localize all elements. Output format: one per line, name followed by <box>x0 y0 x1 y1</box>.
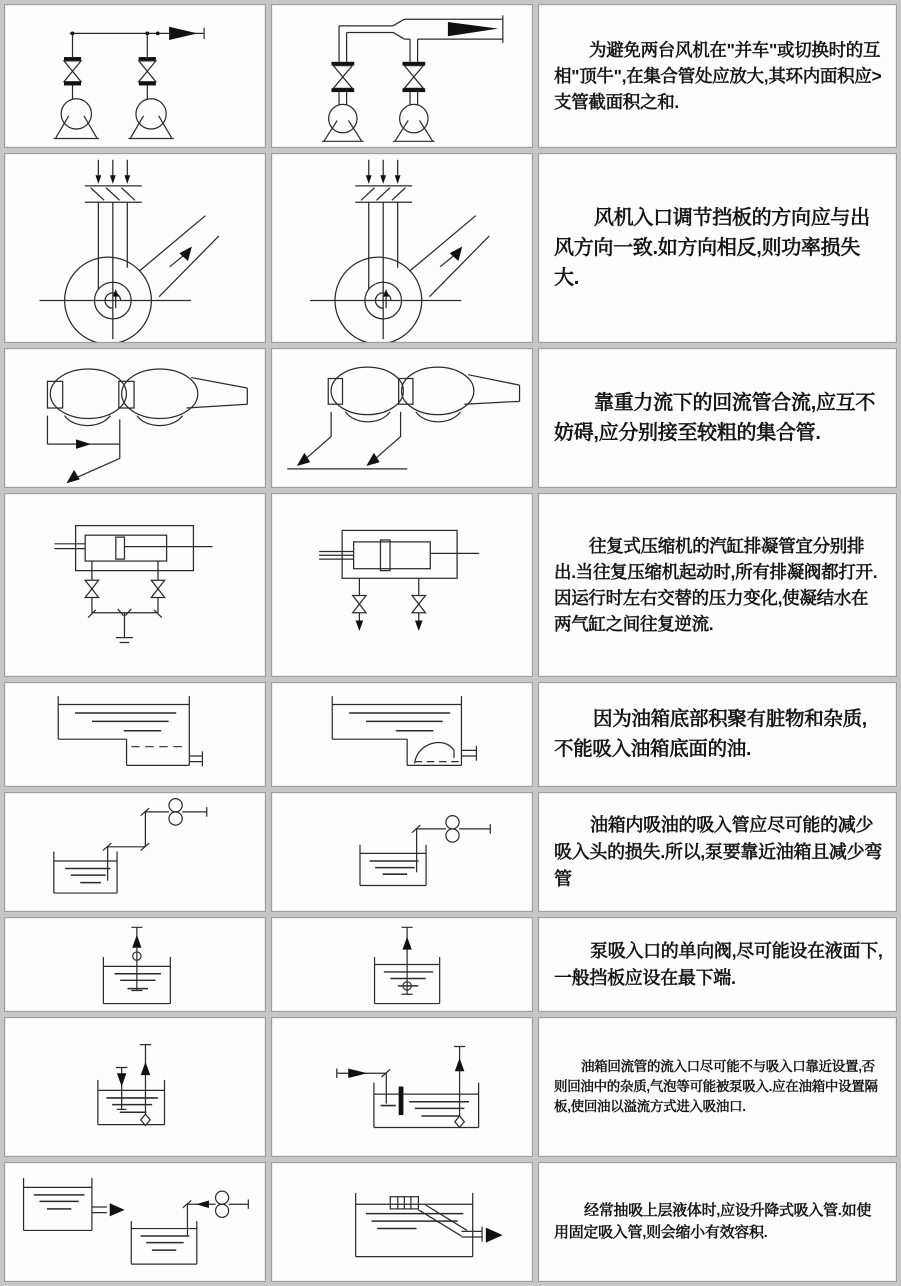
note-row8 <box>538 1017 897 1157</box>
tank-bottom-suction-diagram <box>5 683 265 786</box>
note-row1 <box>538 4 897 148</box>
diagram-row2-wrong <box>4 153 266 343</box>
two-fans-enlarged-header-diagram <box>272 5 532 147</box>
diagram-row5-right <box>271 682 533 787</box>
compressor-separate-drains-diagram <box>272 494 532 676</box>
diagram-row9-wrong <box>4 1162 266 1282</box>
note-row4 <box>538 493 897 677</box>
note-text: 因为油箱底部积聚有脏物和杂质,不能吸入油箱底面的油. <box>554 708 867 760</box>
diagram-row6-right <box>271 792 533 912</box>
compressor-common-drain-diagram <box>5 494 265 676</box>
diagram-row1-wrong <box>4 4 266 148</box>
diagram-row3-right <box>271 348 533 488</box>
diagram-row6-wrong <box>4 792 266 912</box>
return-pipes-joined-diagram <box>5 349 265 487</box>
note-row3 <box>538 348 897 488</box>
diagram-row4-right <box>271 493 533 677</box>
note-row9 <box>538 1162 897 1282</box>
check-valve-above-level-diagram <box>5 918 265 1011</box>
pump-close-to-tank-diagram <box>272 793 532 911</box>
diagram-row2-right <box>271 153 533 343</box>
diagram-row7-right <box>271 917 533 1012</box>
two-fans-small-header-diagram <box>5 5 265 147</box>
return-pipes-separate-diagram <box>272 349 532 487</box>
diagram-row1-right <box>271 4 533 148</box>
diagram-row5-wrong <box>4 682 266 787</box>
diagram-row7-wrong <box>4 917 266 1012</box>
note-row7 <box>538 917 897 1012</box>
note-text: 往复式压缩机的汽缸排凝管宜分别排出.当往复压缩机起动时,所有排凝阀都打开.因运行时左右交替的压力变化,使凝结水在两气缸之间往复逆流. <box>554 535 878 635</box>
note-text: 为避免两台风机在"并车"或切换时的互相"顶牛",在集合管处应放大,其环内面积应>支管截面积之和. <box>554 39 882 113</box>
note-text: 泵吸入口的单向阀,尽可能设在液面下,一般挡板应设在最下端. <box>554 940 883 988</box>
note-text: 风机入口调节挡板的方向应与出风方向一致.如方向相反,则功率损失大. <box>554 207 870 289</box>
note-row6 <box>538 792 897 912</box>
note-row2 <box>538 153 897 343</box>
note-row5 <box>538 682 897 787</box>
note-text: 油箱内吸油的吸入管应尽可能的减少吸入头的损失.所以,泵要靠近油箱且减少弯管 <box>554 814 883 889</box>
fixed-suction-diagram <box>5 1163 265 1281</box>
note-text: 油箱回流管的流入口尽可能不与吸入口靠近设置,否则回油中的杂质,气泡等可能被泵吸入.应在油箱中设置隔板,使回油以溢流方式进入吸油口. <box>554 1058 878 1115</box>
fan-damper-opposed-diagram <box>5 154 265 342</box>
check-valve-below-level-diagram <box>272 918 532 1011</box>
note-text: 经常抽吸上层液体时,应设升降式吸入管.如使用固定吸入管,则会缩小有效容积. <box>554 1201 872 1241</box>
diagram-row8-wrong <box>4 1017 266 1157</box>
diagram-row4-wrong <box>4 493 266 677</box>
fan-damper-aligned-diagram <box>272 154 532 342</box>
floating-suction-diagram <box>272 1163 532 1281</box>
return-near-suction-diagram <box>5 1018 265 1156</box>
diagram-row9-right <box>271 1162 533 1282</box>
note-text: 靠重力流下的回流管合流,应互不妨碍,应分别接至较粗的集合管. <box>554 392 876 444</box>
pump-far-from-tank-diagram <box>5 793 265 911</box>
diagram-row8-right <box>271 1017 533 1157</box>
diagram-row3-wrong <box>4 348 266 488</box>
return-baffle-overflow-diagram <box>272 1018 532 1156</box>
tank-weir-suction-diagram <box>272 683 532 786</box>
